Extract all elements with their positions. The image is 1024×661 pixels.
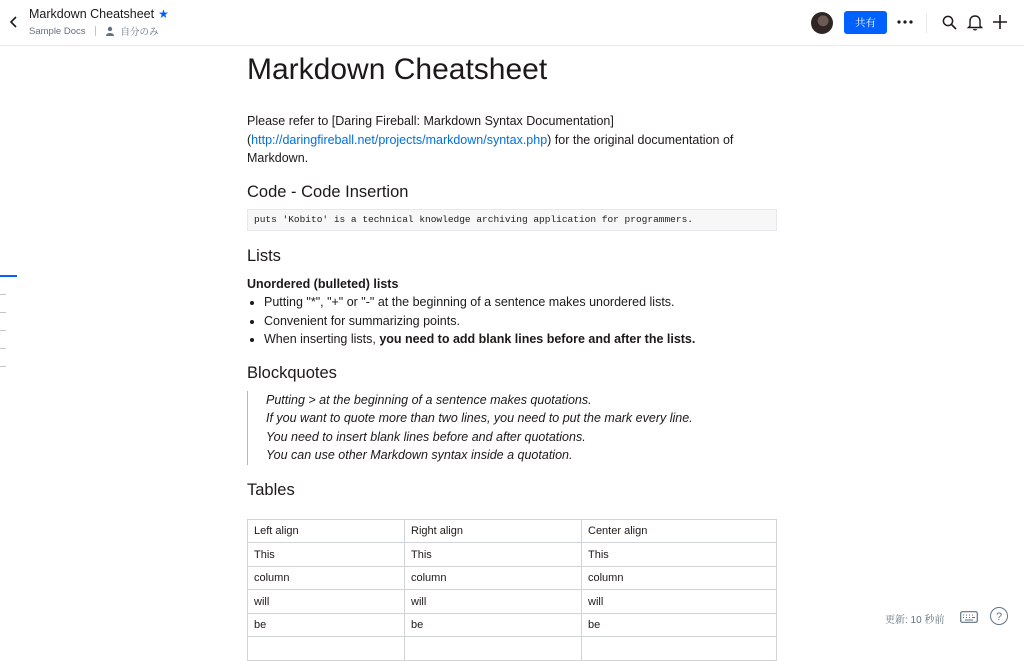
create-plus-icon[interactable] [992, 14, 1008, 30]
divider [95, 26, 96, 36]
keyboard-shortcuts-icon[interactable] [960, 611, 978, 623]
quote-line: Putting > at the beginning of a sentence makes quotations. [266, 392, 592, 407]
doc-location [29, 24, 159, 38]
table-cell: This [582, 543, 777, 567]
header-divider [926, 13, 927, 33]
table-cell [248, 637, 405, 661]
unordered-list [247, 293, 777, 349]
list-item-bold: you need to add blank lines before and after the lists. [379, 332, 696, 347]
back-chevron-icon[interactable] [9, 14, 19, 30]
list-item-text: When inserting lists, [264, 332, 380, 347]
table-cell: be [582, 613, 777, 637]
doc-title-bar[interactable] [29, 7, 169, 21]
outline-marker[interactable] [0, 366, 6, 367]
table-header-cell: Center align [582, 519, 777, 543]
table-cell: will [582, 590, 777, 614]
table-row [248, 613, 777, 637]
intro-paragraph [247, 112, 777, 168]
table-cell: will [248, 590, 405, 614]
avatar[interactable] [811, 12, 833, 34]
tables-heading: Tables [247, 480, 295, 499]
outline-marker[interactable] [0, 312, 6, 313]
list-item [264, 330, 777, 349]
outline-active-marker[interactable] [0, 275, 17, 277]
outline-marker[interactable] [0, 294, 6, 295]
table-cell: be [405, 613, 582, 637]
table-cell: column [248, 566, 405, 590]
visibility-label[interactable]: 自分のみ [120, 27, 159, 38]
blockquotes-heading: Blockquotes [247, 363, 337, 382]
outline-marker[interactable] [0, 330, 6, 331]
header-title: Markdown Cheatsheet [29, 7, 155, 21]
table-row [248, 543, 777, 567]
share-button[interactable]: 共有 [844, 11, 887, 34]
more-options-icon[interactable] [896, 13, 914, 31]
blockquote [247, 391, 777, 465]
code-heading: Code - Code Insertion [247, 182, 409, 201]
notification-bell-icon[interactable] [967, 14, 983, 31]
lists-subheading: Unordered (bulleted) lists [247, 276, 399, 291]
folder-link[interactable]: Sample Docs [29, 25, 86, 37]
table-cell: This [248, 543, 405, 567]
intro-text: Please refer to [Daring Fireball: Markdown Syntax Documentation] [247, 114, 614, 128]
list-item: • Convenient for summarizing points. [264, 312, 777, 331]
intro-paren: ( [247, 132, 252, 147]
search-icon[interactable] [942, 15, 957, 30]
page-title: Markdown Cheatsheet [247, 53, 548, 86]
lists-heading: Lists [247, 246, 281, 265]
star-icon[interactable]: ★ [158, 7, 169, 21]
table-cell: column [405, 566, 582, 590]
table-row [248, 637, 777, 661]
markdown-table [247, 519, 777, 661]
quote-line: You need to insert blank lines before and after quotations. [266, 429, 586, 444]
code-block: puts 'Kobito' is a technical knowledge archiving application for programmers. [247, 209, 777, 231]
table-cell: will [405, 590, 582, 614]
last-updated-status: 更新: 10 秒前 [885, 615, 945, 626]
table-cell: This [405, 543, 582, 567]
document-body[interactable] [247, 48, 777, 661]
quote-line: You can use other Markdown syntax inside a quotation. [266, 448, 573, 463]
table-cell [582, 637, 777, 661]
outline-marker[interactable] [0, 348, 6, 349]
table-row [248, 566, 777, 590]
table-row [248, 590, 777, 614]
list-item: • Putting "*", "+" or "-" at the beginning of a sentence makes unordered lists. [264, 293, 777, 312]
table-header-cell: Right align [405, 519, 582, 543]
person-icon [105, 26, 115, 36]
table-cell: column [582, 566, 777, 590]
top-bar [0, 0, 1024, 46]
syntax-doc-link[interactable]: http://daringfireball.net/projects/markdown/syntax.php [251, 132, 548, 147]
intro-text-end: ) for the original documentation of Markdown. [247, 132, 734, 166]
table-cell [405, 637, 582, 661]
quote-line: If you want to quote more than two lines, you need to put the mark every line. [266, 411, 693, 426]
table-header-cell: Left align [248, 519, 405, 543]
table-header-row [248, 519, 777, 543]
table-cell: be [248, 613, 405, 637]
help-icon[interactable]: ? [990, 607, 1008, 625]
